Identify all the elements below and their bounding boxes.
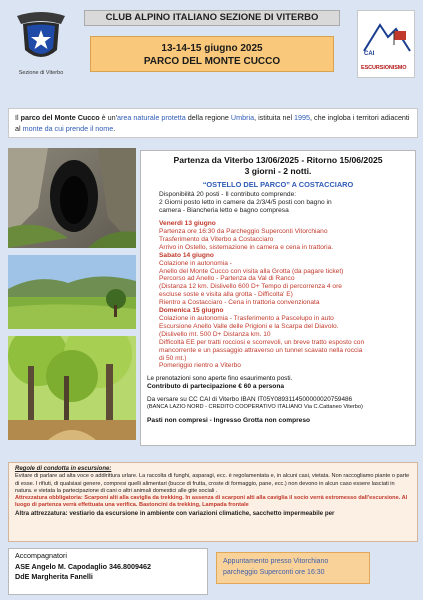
guides-box (8, 548, 208, 595)
day2-line: Percorso ad Anello - Partenza da Val di Ranco (159, 275, 295, 283)
program-header-dates: Partenza da Viterbo 13/06/2025 - Ritorno 15/06/2025 (173, 155, 383, 165)
day2-line: escluse soste e visita alla grotta - Difficolta' E) (159, 291, 293, 299)
intro-text: , che ingloba i territori adiacenti al (15, 113, 410, 133)
cai-logo (10, 6, 72, 82)
left-logo-caption: Sezione di Viterbo (18, 70, 64, 76)
not-included-note: Pasti non compresi - Ingresso Grotta non compreso (147, 416, 311, 424)
rules-body: Evitare di parlare ad alta voce o addirittura urlare. La raccolta di funghi, asparagi, ecc. è regolamentata e, in alcuni casi, vietata. Non raccogliamo piante o parte di esse. I rifiuti, di qualsiasi genere, compresi quelli alimentari (bucce di frutta, croste di formaggio, pane, ecc.) non devono in alcun caso essere lasciati in natura. e vietata la partecipazione di cani o altri animali domestici alle gite sociali . (15, 473, 410, 494)
event-title-box (90, 36, 334, 72)
intro-link-year[interactable]: 1995 (294, 113, 311, 122)
meadow-photo (8, 255, 136, 329)
intro-text: Il (15, 113, 21, 122)
availability-line: camera - Biancheria letto e bagno compresa (159, 207, 289, 215)
day3-line: Pomeriggio rientro a Viterbo (159, 362, 241, 370)
program-box (140, 150, 416, 446)
rules-box (8, 462, 418, 542)
day3-line: di 50 mt.) (159, 354, 187, 362)
intro-park-name: parco del Monte Cucco (20, 113, 100, 122)
intro-link-umbria[interactable]: Umbria (230, 113, 255, 122)
escursionismo-logo (357, 10, 415, 78)
day2-line: Colazione in autonomia - (159, 259, 232, 267)
iban-note: Da versare su CC CAI di Viterbo IBAN IT05Y0893114500000020759486 (147, 396, 353, 404)
rules-title: Regole di condotta in escursione: (15, 466, 112, 472)
event-dates: 13-14-15 giugno 2025 (161, 43, 263, 54)
day2-line: Rientro a Costacciaro - Cena in trattoria convenzionata (159, 299, 320, 307)
right-logo-top: CAI (364, 51, 375, 57)
day1-block (147, 220, 409, 370)
day3-line: Difficoltà EE per tratti rocciosi e scorrevoli, un breve tratto esposto con (159, 338, 365, 346)
guides-title: Accompagnatori (15, 551, 67, 560)
day3-title: Domenica 15 giugno (159, 307, 224, 315)
intro-paragraph (8, 108, 418, 138)
intro-text: è un' (99, 113, 118, 122)
day1-line: Partenza ore 16:30 da Parcheggio Superconti Vitorchiano (159, 228, 328, 236)
day1-line: Arrivo in Ostello, sistemazione in camera e cena in trattoria. (159, 243, 334, 251)
ostello-title: “OSTELLO DEL PARCO” A COSTACCIARO (202, 179, 354, 189)
contribution-note: Contributo di partecipazione € 60 a persona (147, 383, 285, 391)
meeting-point-box (216, 552, 370, 584)
day3-line: mancorrente e un passaggio attraverso un tunnel scavato nella roccia (159, 346, 363, 354)
day3-line: (Dislivello mt. 500 D+ Distanza km. 10 (159, 330, 271, 338)
availability-line: 2 Giorni posto letto in camere da 2/3/4/5 posti con bagno in (159, 199, 332, 207)
meeting-line-1: Appuntamento presso Vitorchiano (223, 558, 329, 565)
intro-link-monte[interactable]: monte da cui prende il nome (22, 124, 114, 133)
availability-block (147, 191, 409, 215)
intro-link-area[interactable]: area naturale protetta (117, 113, 186, 122)
club-title: CLUB ALPINO ITALIANO SEZIONE DI VITERBO (84, 10, 340, 26)
intro-text: della regione (185, 113, 231, 122)
cave-photo (8, 148, 136, 248)
guide-1: ASE Angelo M. Capodaglio 346.8009462 (15, 561, 151, 571)
intro-text: . (113, 124, 116, 133)
cai-emblem-icon (13, 6, 69, 68)
day1-title: Venerdì 13 giugno (159, 220, 216, 228)
day3-line: Colazione in autonomia - Trasferimento a Pascelupo in auto (159, 315, 334, 322)
day1-line: Trasferimento da Viterbo a Costacciaro (159, 235, 274, 243)
booking-note: Le prenotazioni sono aperte fino esaurimento posti. (147, 375, 293, 383)
bank-note: (BANCA LAZIO NORD - CREDITO COOPERATIVO ITALIANO Via C.Cattaneo Viterbo) (147, 404, 363, 411)
rules-mandatory-equipment: Attrezzatura obbligatoria: Scarponi alti alla caviglia da trekking. In assenza di scarponi alti alla caviglia il socio verrà estromesso dall'escursione. Al luogo di partenza verrà effettuata una verifica. Bastoncini da trekking, Lampada frontale (15, 495, 408, 509)
rules-other-equipment: Altra attrezzatura: vestiario da escursione in ambiente con variazioni climatiche, sacchetto impermeabile per (15, 509, 335, 517)
day2-line: Anello del Monte Cucco con visita alla Grotta (da pagare ticket) (159, 267, 344, 275)
event-name: PARCO DEL MONTE CUCCO (143, 56, 281, 67)
availability-line: Disponibilità 20 posti - Il contributo comprende: (159, 191, 297, 199)
program-header-duration: 3 giorni - 2 notti. (244, 165, 312, 176)
day2-line: (Distanza 12 km. Dislivello 600 D+ Tempo di percorrenza 4 ore (159, 283, 342, 291)
day2-title: Sabato 14 giugno (159, 251, 214, 259)
forest-photo (8, 336, 136, 440)
guide-2: DdE Margherita Fanelli (15, 572, 93, 581)
meeting-line-2: parcheggio Superconti ore 16:30 (223, 569, 325, 576)
right-logo-bottom: ESCURSIONISMO (361, 65, 407, 71)
intro-text: , istituita nel (254, 113, 295, 122)
day3-line: Escursione Anello Valle delle Prigioni e la Scarpa del Diavolo. (159, 322, 339, 330)
